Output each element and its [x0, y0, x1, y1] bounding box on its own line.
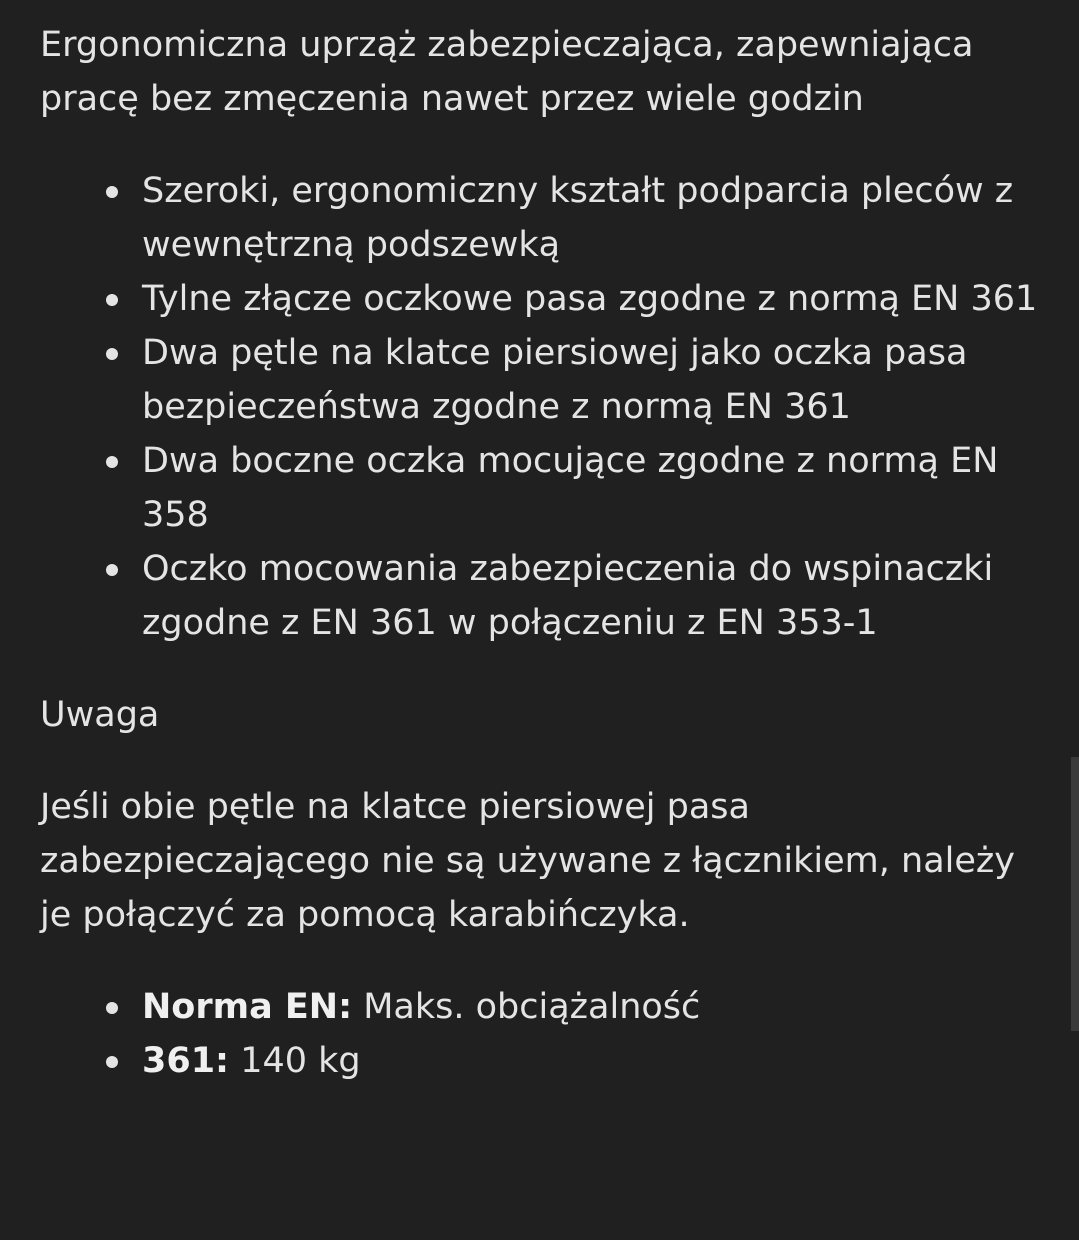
bullet-icon	[106, 186, 118, 198]
list-item-text: Szeroki, ergonomiczny kształt podparcia pleców z wewnętrzną podszewką	[142, 171, 1014, 265]
spec-key: Norma EN:	[142, 987, 353, 1027]
list-item	[142, 434, 1050, 542]
bullet-icon	[106, 564, 118, 576]
list-item	[142, 542, 1050, 650]
product-description	[40, 18, 1050, 1088]
note-heading: Uwaga	[40, 695, 160, 735]
list-item-text: Dwa boczne oczka mocujące zgodne z normą EN 358	[142, 441, 999, 535]
spec-list	[40, 980, 1050, 1088]
list-item-text: Tylne złącze oczkowe pasa zgodne z normą EN 361	[142, 279, 1038, 319]
bullet-icon	[106, 294, 118, 306]
spec-value: Maks. obciążalność	[352, 987, 701, 1027]
bullet-icon	[106, 1056, 118, 1068]
bullet-icon	[106, 348, 118, 360]
list-item	[142, 164, 1050, 272]
feature-list	[40, 164, 1050, 650]
spec-key: 361:	[142, 1041, 230, 1081]
list-item-text: Oczko mocowania zabezpieczenia do wspinaczki zgodne z EN 361 w połączeniu z EN 353-1	[142, 549, 994, 643]
list-item	[142, 272, 1050, 326]
note-paragraph: Jeśli obie pętle na klatce piersiowej pasa zabezpieczającego nie są używane z łącznikiem, należy je połączyć za pomocą karabińczyka.	[40, 787, 1015, 935]
scrollbar-thumb[interactable]	[1071, 757, 1079, 1031]
spec-value: 140 kg	[229, 1041, 361, 1081]
spec-item	[142, 1034, 1050, 1088]
bullet-icon	[106, 1002, 118, 1014]
bullet-icon	[106, 456, 118, 468]
spec-item	[142, 980, 1050, 1034]
list-item	[142, 326, 1050, 434]
list-item-text: Dwa pętle na klatce piersiowej jako oczka pasa bezpieczeństwa zgodne z normą EN 361	[142, 333, 968, 427]
intro-paragraph: Ergonomiczna uprząż zabezpieczająca, zapewniająca pracę bez zmęczenia nawet przez wiele godzin	[40, 25, 974, 119]
